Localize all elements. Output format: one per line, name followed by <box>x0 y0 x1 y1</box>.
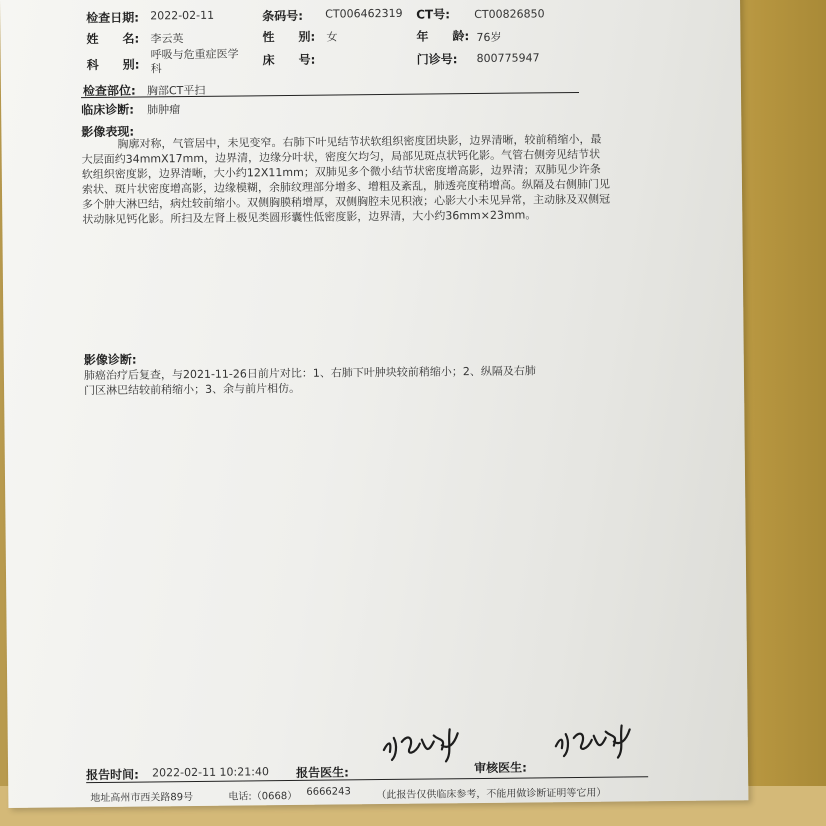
clinical-diagnosis: 肺肿瘤 <box>147 103 181 117</box>
phone: 6666243 <box>306 786 351 798</box>
report-time-label: 报告时间: <box>86 767 140 783</box>
ct-no: CT00826850 <box>474 7 545 22</box>
reviewer-label: 审核医生: <box>473 760 527 776</box>
diagnosis-title: 影像诊断: <box>83 352 137 368</box>
exam-part: 胸部CT平扫 <box>146 83 206 98</box>
reviewer-signature <box>548 715 638 762</box>
age-label: 年 龄: <box>416 29 470 44</box>
bed-label: 床 号: <box>262 52 316 68</box>
dept-line2: 科 <box>150 62 162 76</box>
report-time: 2022-02-11 10:21:40 <box>152 765 269 780</box>
ct-no-label: CT号: <box>416 7 451 22</box>
clinic-no: 800775947 <box>476 51 540 66</box>
dept-line1: 呼吸与危重症医学 <box>150 47 239 62</box>
clinic-label: 门诊号: <box>416 52 458 67</box>
diagnosis-text: 肺癌治疗后复查，与2021-11-26日前片对比：1、右肺下叶肿块较前稍缩小；2、纵隔及右肺门区淋巴结较前稍缩小；3、余与前片相仿。 <box>83 364 536 398</box>
barcode-label: 条码号: <box>262 8 304 24</box>
patient-sex: 女 <box>326 30 338 44</box>
report-doctor-signature <box>376 719 466 766</box>
patient-name: 李云英 <box>150 32 184 46</box>
part-label: 检查部位: <box>82 83 136 99</box>
findings-text: 胸廓对称，气管居中，未见变窄。右肺下叶见结节状软组织密度团块影，边界清晰，较前稍缩小，最大层面约34mmX17mm，边界清，边缘分叶状，密度欠均匀，局部见斑点状钙化影。气管右侧旁见结节状软组织密度影，边界清晰，大小约12X11mm；双肺见多个微小结节状密度增高影，边界清；双肺见少许条索状、斑片状密度增高影，边缘模糊，余肺纹理部分增多、增粗及紊乱，肺透亮度稍增高。纵隔及右侧肺门见多个肿大淋巴结，病灶较前缩小。双侧胸膜稍增厚，双侧胸腔未见积液；心影大小未见异常，主动脉及双侧冠状动脉见钙化影。所扫及左肾上极见类圆形囊性低密度影，边界清，大小约36mm×23mm。 <box>81 132 611 227</box>
exam-date: 2022-02-11 <box>150 8 215 23</box>
disclaimer: （此报告仅供临床参考，不能用做诊断证明等它用） <box>376 787 607 802</box>
patient-age: 76岁 <box>476 30 502 45</box>
name-label: 姓 名: <box>86 31 140 47</box>
sex-label: 性 别: <box>262 29 316 45</box>
findings-title: 影像表现: <box>81 124 135 140</box>
dept-label: 科 别: <box>86 57 140 73</box>
barcode: CT006462319 <box>325 6 403 21</box>
exam-date-label: 检查日期: <box>86 10 140 26</box>
report-doctor-label: 报告医生: <box>296 765 349 780</box>
phone-label: 电话:（0668） <box>228 790 298 803</box>
address: 地址高州市西关路89号 <box>90 792 194 805</box>
clinical-label: 临床诊断: <box>81 102 135 118</box>
